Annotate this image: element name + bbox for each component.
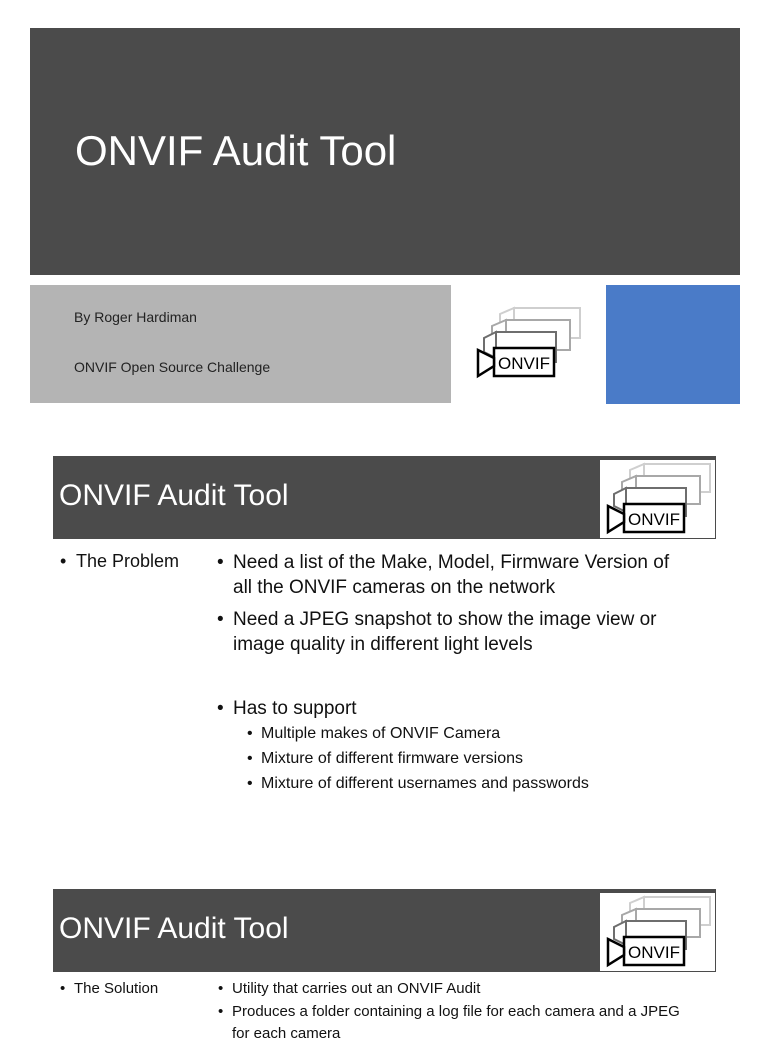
- subtitle-panel: [30, 285, 451, 403]
- sub-list-item: • Mixture of different firmware versions: [247, 750, 524, 767]
- event-line: ONVIF Open Source Challenge: [74, 359, 271, 375]
- onvif-logo-icon: [600, 460, 715, 538]
- section-label: • The Problem: [60, 551, 180, 571]
- onvif-logo-icon: [472, 304, 584, 384]
- list-item: • Utility that carries out an ONVIF Audit: [218, 980, 481, 997]
- list-item: • Produces a folder containing a log file for each camera and a JPEG for each camera: [218, 1003, 680, 1042]
- sub-list-item: • Multiple makes of ONVIF Camera: [247, 725, 501, 742]
- onvif-logo-text: ONVIF: [628, 943, 680, 962]
- slide-title: ONVIF Audit Tool: [59, 912, 289, 945]
- onvif-logo-text: ONVIF: [628, 510, 680, 529]
- accent-block: [606, 285, 740, 404]
- author-line: By Roger Hardiman: [74, 309, 197, 325]
- section-label: • The Solution: [60, 980, 159, 997]
- sub-list-item: • Mixture of different usernames and passwords: [247, 775, 589, 792]
- onvif-logo-icon: [600, 893, 715, 971]
- page-title: ONVIF Audit Tool: [75, 127, 397, 174]
- list-item: • Has to support: [217, 698, 357, 719]
- onvif-logo-text: ONVIF: [498, 354, 550, 373]
- list-item: • Need a JPEG snapshot to show the image view or image quality in different light levels: [217, 609, 657, 655]
- list-item: • Need a list of the Make, Model, Firmware Version of all the ONVIF cameras on the network: [217, 552, 670, 598]
- slide-title: ONVIF Audit Tool: [59, 479, 289, 512]
